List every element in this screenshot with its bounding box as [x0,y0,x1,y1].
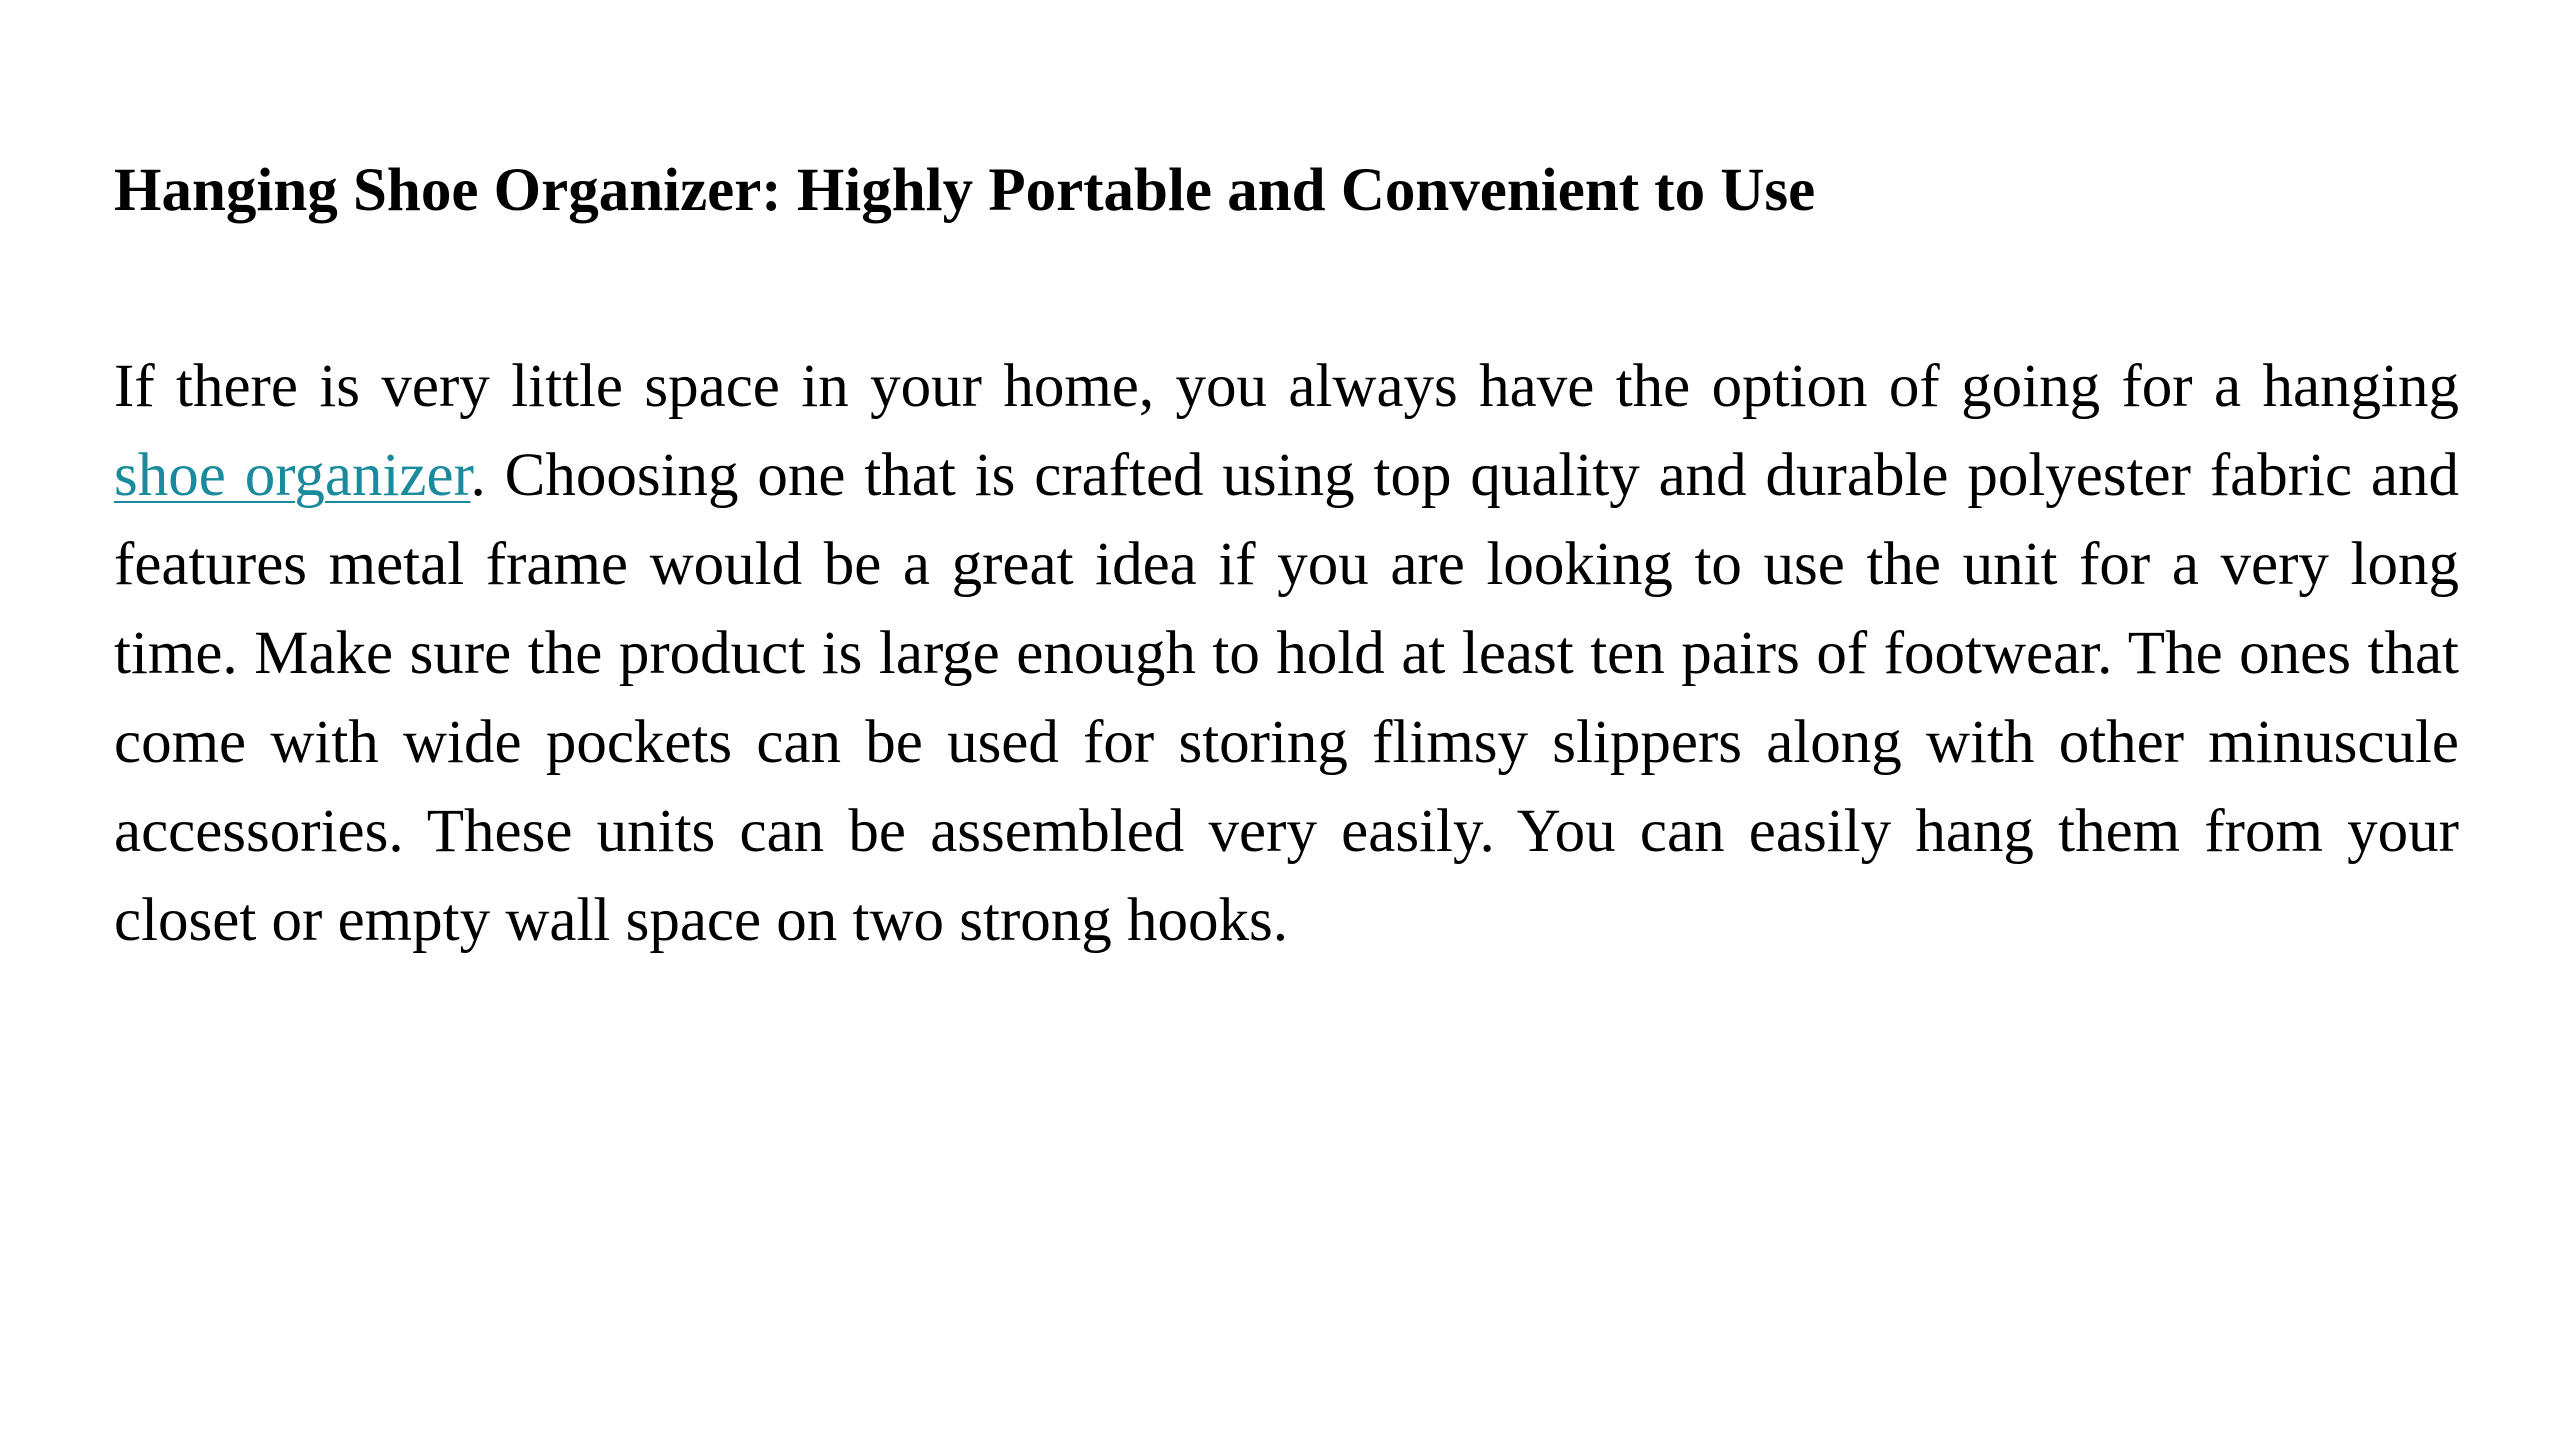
paragraph-text-before-link: If there is very little space in your home, you always have the option of going for a hanging [114,353,2459,421]
article-paragraph [114,342,2459,965]
article-heading: Hanging Shoe Organizer: Highly Portable and Convenient to Use [114,157,1816,224]
article-content [114,150,2459,965]
shoe-organizer-link[interactable]: shoe organizer [114,442,471,510]
paragraph-text-after-link: . Choosing one that is crafted using top quality and durable polyester fabric and features metal frame would be a great idea if you are looking to use the unit for a very long time. Make sure the product is large enough to hold at least ten pairs of footwear. The ones that come with wide pockets can be used for storing flimsy slippers along with other minuscule accessories. These units can be assembled very easily. You can easily hang them from your closet or empty wall space on two strong hooks. [114,442,2459,955]
